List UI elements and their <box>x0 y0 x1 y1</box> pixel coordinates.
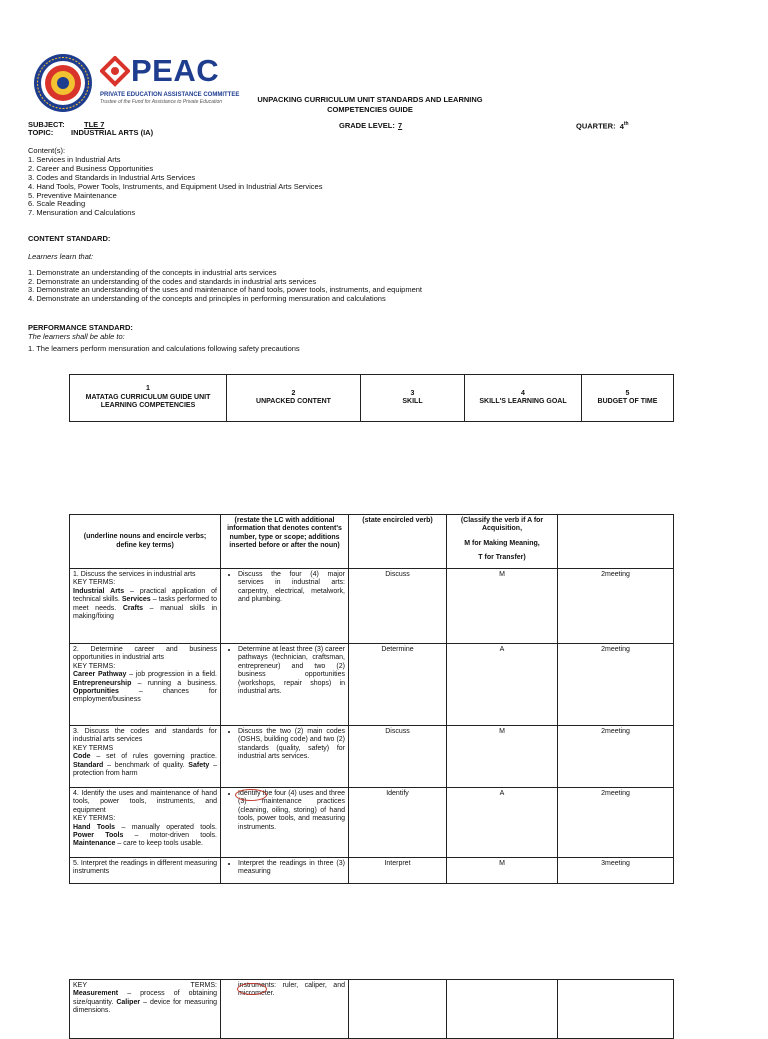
content-standard-item: 4. Demonstrate an understanding of the concepts and principles in performing mensuration and calculations <box>28 293 386 303</box>
term-def: – care to keep tools usable. <box>115 840 203 848</box>
peac-logo-icon <box>100 56 130 92</box>
contents-item: 7. Mensuration and Calculations <box>28 208 136 218</box>
subheader-lc: (underline nouns and encircle verbs; define key terms) <box>70 515 221 569</box>
contents-item: 2. Career and Business Opportunities <box>28 163 154 173</box>
performance-standard-item: 1. The learners perform mensuration and calculations following safety precautions <box>28 344 300 353</box>
term-def: – tasks performed to meet needs. <box>73 596 217 612</box>
term: Caliper <box>116 998 141 1006</box>
term-def: – running a business. <box>131 679 217 687</box>
column-header-4 <box>465 375 582 422</box>
goal-cell: M <box>447 858 558 884</box>
deped-seal-logo <box>33 53 93 113</box>
unpacked-cell <box>221 788 349 858</box>
unpacked-text: • Discuss the two (2) main codes (OSHS, building code) and two (2) standards (quality, safety) for industrial arts services. <box>238 728 345 762</box>
contents-item: 1. Services in Industrial Arts <box>28 154 121 164</box>
column-number: 5 <box>625 389 630 397</box>
content-standard-intro: Learners learn that: <box>28 252 94 261</box>
topic-label: TOPIC: <box>28 128 54 137</box>
skill-cell: Discuss <box>349 569 447 644</box>
subheader-goal-line: (Classify the verb if A for Acquisition, <box>460 517 544 533</box>
term: Services <box>121 596 151 604</box>
term: Crafts <box>122 604 144 612</box>
goal-cell: M <box>447 726 558 788</box>
continuation-table <box>69 979 674 1039</box>
key-terms-label: KEY TERMS: <box>73 982 217 989</box>
term-def: – benchmark of quality. <box>103 761 189 769</box>
unpacked-cell <box>221 980 349 1039</box>
unpacked-cell <box>221 569 349 644</box>
goal-cell <box>447 980 558 1039</box>
term-def: – set of rules governing practice. <box>90 753 217 761</box>
key-terms-defs <box>73 588 217 622</box>
lc-text: 1. Discuss the services in industrial arts <box>73 571 196 578</box>
skill-cell: Interpret <box>349 858 447 884</box>
peac-fullname: PRIVATE EDUCATION ASSISTANCE COMMITTEE <box>100 92 240 98</box>
grade-label: GRADE LEVEL: <box>339 121 395 130</box>
table-row <box>70 569 674 644</box>
term: Code <box>73 753 91 761</box>
unpacked-cell <box>221 726 349 788</box>
table-subheader-row <box>70 515 674 569</box>
term: Opportunities <box>73 687 119 695</box>
table-row <box>70 726 674 788</box>
column-number: 4 <box>521 389 525 397</box>
key-terms-defs <box>73 753 217 778</box>
contents-item: 4. Hand Tools, Power Tools, Instruments, and Equipment Used in Industrial Arts Services <box>28 181 323 191</box>
contents-item: 3. Codes and Standards in Industrial Arts Services <box>28 172 196 182</box>
content-standard-list <box>28 269 422 303</box>
key-terms-label: KEY TERMS <box>73 744 114 752</box>
quarter-label <box>576 121 629 131</box>
term-def: – motor-driven tools. <box>123 831 217 839</box>
lc-text: 5. Interpret the readings in different measuring instruments <box>73 860 217 876</box>
column-number: 3 <box>410 389 415 397</box>
time-cell <box>558 980 674 1039</box>
table-row <box>70 980 674 1039</box>
quarter-value: 4 <box>619 121 624 131</box>
unpacked-text: • Determine at least three (3) career pathways (technician, craftsman, entrepreneur) and two (2) business opportunities (workshops, repair shops) in industrial arts. <box>238 646 345 696</box>
subheader-goal-line: M for Making Meaning, <box>464 539 540 547</box>
time-cell: 2meeting <box>558 569 674 644</box>
contents-heading: Content(s): <box>28 146 66 155</box>
time-cell: 3meeting <box>558 858 674 884</box>
column-header-1 <box>70 375 227 422</box>
table-row <box>70 788 674 858</box>
unpacked-text: • Discuss the four (4) major services in industrial arts: carpentry, electrical, metalwork, and plumbing. <box>238 571 345 605</box>
skill-cell: Identify <box>349 788 447 858</box>
term-def: – manual skills in making/fixing <box>73 604 217 620</box>
key-terms-label: KEY TERMS: <box>73 579 116 587</box>
skill-cell <box>349 980 447 1039</box>
key-terms-defs <box>73 990 217 1015</box>
content-standard-heading: CONTENT STANDARD: <box>28 234 111 243</box>
term-def: – device for measuring dimensions. <box>73 998 217 1015</box>
table-row <box>70 858 674 884</box>
unpacked-text: • Identify the four (4) uses and three (3) maintenance practices (cleaning, oiling, storing) of hand tools, power tools, and measuring instruments. <box>238 790 345 832</box>
term: Maintenance <box>73 840 116 848</box>
key-terms-label: KEY TERMS: <box>73 815 116 823</box>
quarter-suffix: th <box>623 121 629 127</box>
unpacked-text: instruments: ruler, caliper, and micrometer. <box>238 982 345 998</box>
table-row <box>70 644 674 726</box>
subject-label: SUBJECT: <box>28 120 65 129</box>
document-title: UNPACKING CURRICULUM UNIT STANDARDS AND LEARNING COMPETENCIES GUIDE <box>257 95 483 114</box>
time-cell: 2meeting <box>558 644 674 726</box>
goal-cell: A <box>447 788 558 858</box>
column-header-2 <box>227 375 361 422</box>
content-standard-item: 1. Demonstrate an understanding of the concepts in industrial arts services <box>28 268 277 277</box>
content-standard-item: 2. Demonstrate an understanding of the codes and standards in industrial arts services <box>28 276 317 286</box>
grade-value: 7 <box>398 121 403 130</box>
subheader-skill: (state encircled verb) <box>349 515 447 569</box>
performance-standard-heading: PERFORMANCE STANDARD: <box>28 323 133 332</box>
contents-section <box>28 147 322 218</box>
lc-text: 3. Discuss the codes and standards for industrial arts services <box>73 728 217 744</box>
column-header-table <box>69 374 674 422</box>
term: Measurement <box>73 990 119 998</box>
time-cell: 2meeting <box>558 788 674 858</box>
lc-cell <box>70 788 221 858</box>
subheader-goal-line: T for Transfer) <box>478 554 526 562</box>
verb-circle-mark <box>237 983 267 995</box>
key-terms-label: KEY TERMS: <box>73 662 116 670</box>
competencies-table <box>69 514 674 884</box>
term: Industrial Arts <box>73 587 125 595</box>
term: Career Pathway <box>73 671 127 679</box>
key-terms-defs <box>73 824 217 849</box>
skill-cell: Discuss <box>349 726 447 788</box>
column-title: BUDGET OF TIME <box>597 398 658 405</box>
goal-cell: M <box>447 569 558 644</box>
content-standard-item: 3. Demonstrate an understanding of the uses and maintenance of hand tools, power tools, instruments, and equipment <box>28 285 422 294</box>
lc-cell <box>70 569 221 644</box>
topic-value: INDUSTRIAL ARTS (IA) <box>71 128 154 137</box>
term: Power Tools <box>73 831 124 839</box>
subject-value: TLE 7 <box>84 120 105 129</box>
term-def: – practical application of technical skills. <box>73 587 218 604</box>
term-def: – process of obtaining size/quantity. <box>73 990 217 1006</box>
contents-item: 5. Preventive Maintenance <box>28 190 117 200</box>
time-cell: 2meeting <box>558 726 674 788</box>
quarter-label-text: QUARTER: <box>576 121 616 131</box>
term-def: – chances for employment/business <box>73 687 217 704</box>
term: Entrepreneurship <box>73 679 132 687</box>
term-def: – manually operated tools. <box>115 823 217 831</box>
column-title: SKILL'S LEARNING GOAL <box>479 398 567 405</box>
key-terms-defs <box>73 671 217 705</box>
column-title: SKILL <box>402 398 423 405</box>
lc-cell <box>70 858 221 884</box>
unpacked-cell <box>221 644 349 726</box>
peac-tagline: Trustee of the Fund for Assistance to Private Education <box>100 99 223 105</box>
lc-cell <box>70 726 221 788</box>
unpacked-text: • Interpret the readings in three (3) measuring <box>238 860 345 877</box>
term: Hand Tools <box>73 823 116 831</box>
column-header-5 <box>582 375 674 422</box>
unpacked-cell <box>221 858 349 884</box>
column-header-3 <box>361 375 465 422</box>
lc-text: 4. Identify the uses and maintenance of hand tools, power tools, instruments, and equipment <box>73 790 217 814</box>
subheader-time <box>558 515 674 569</box>
term-def: – protection from harm <box>73 761 217 777</box>
column-title: MATATAG CURRICULUM GUIDE UNIT LEARNING COMPETENCIES <box>85 393 211 410</box>
column-number: 1 <box>146 385 150 393</box>
lc-cell <box>70 980 221 1039</box>
verb-circle-mark <box>235 789 267 801</box>
term-def: – job progression in a field. <box>126 671 218 679</box>
term: Safety <box>188 761 210 769</box>
performance-standard-intro: The learners shall be able to: <box>28 332 125 341</box>
peac-wordmark: PEAC <box>131 53 220 88</box>
lc-text: 2. Determine career and business opportunities in industrial arts <box>73 646 217 662</box>
column-number: 2 <box>291 389 296 397</box>
subheader-unpacked: (restate the LC with additional information that denotes content's number, type or scope; additions inserted before or after the noun) <box>221 515 349 569</box>
lc-cell <box>70 644 221 726</box>
contents-item: 6. Scale Reading <box>28 199 86 209</box>
goal-cell: A <box>447 644 558 726</box>
skill-cell: Determine <box>349 644 447 726</box>
column-title: UNPACKED CONTENT <box>256 398 331 405</box>
term: Standard <box>73 761 104 769</box>
subheader-goal <box>447 515 558 569</box>
